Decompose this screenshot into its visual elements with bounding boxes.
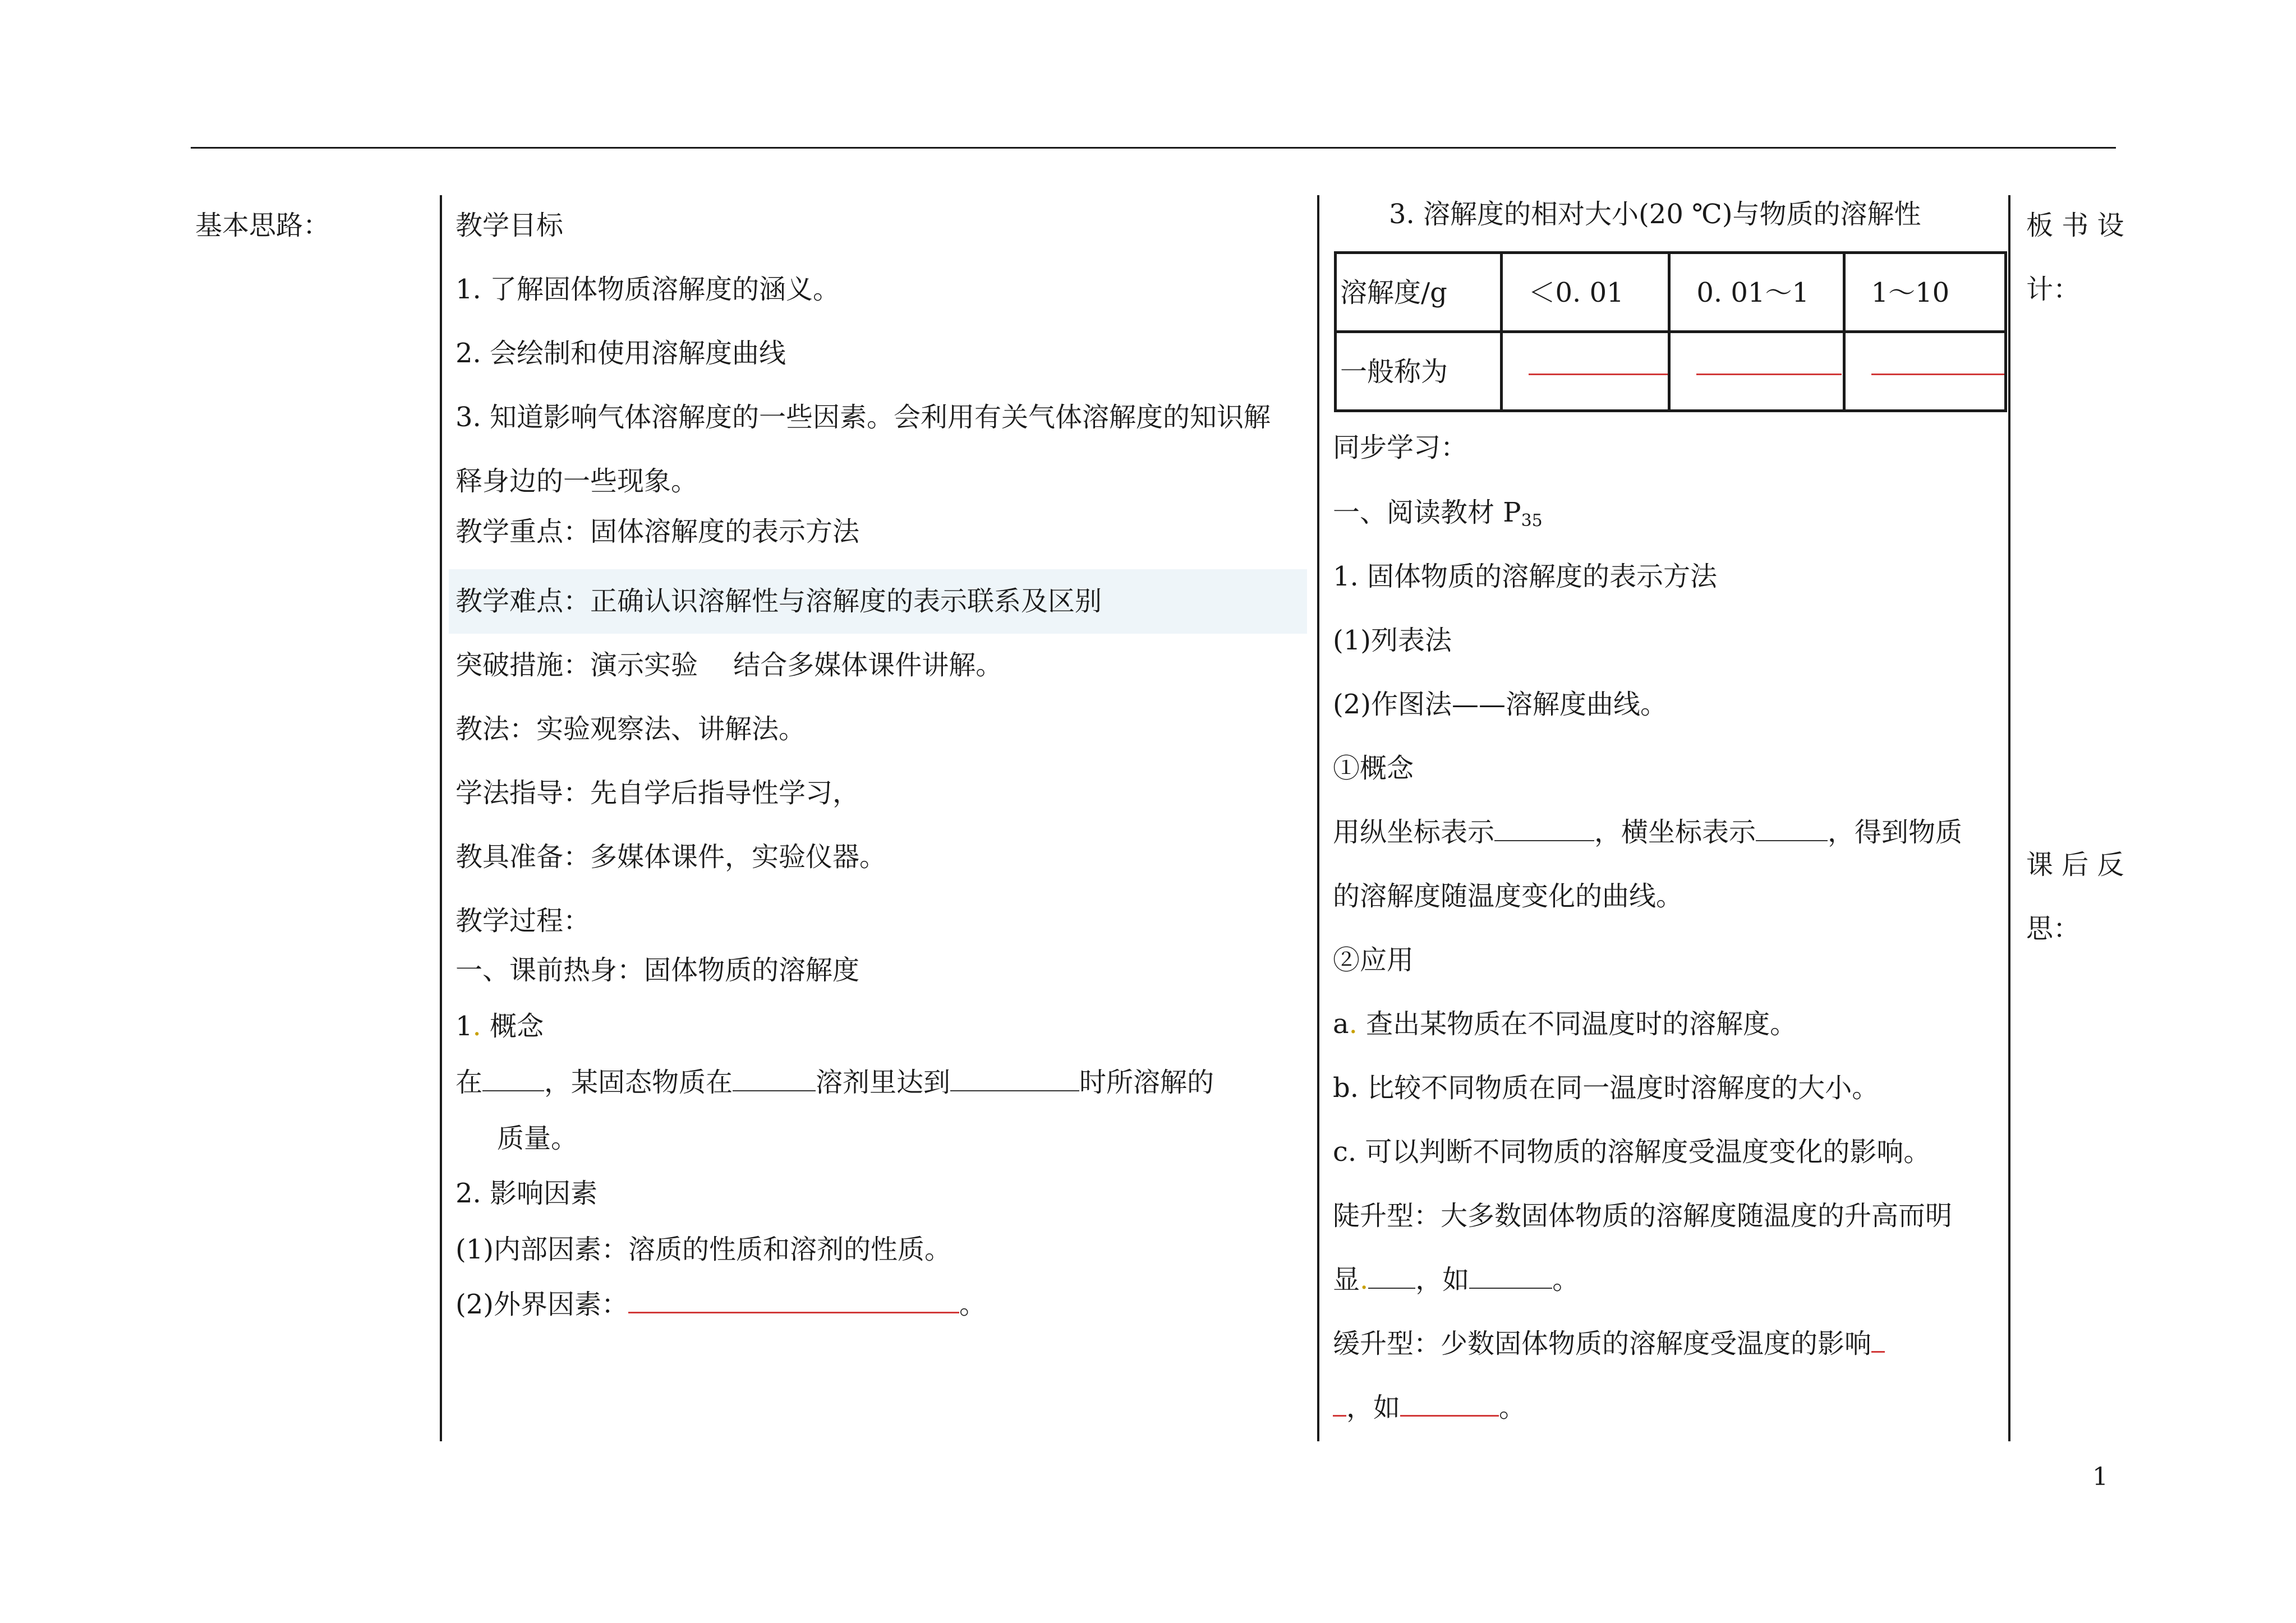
blank-external-factor[interactable] bbox=[628, 1290, 959, 1313]
axis-text-b: ，横坐标表示 bbox=[1594, 817, 1756, 848]
difficulty: 教学难点：正确认识溶解性与溶解度的表示联系及区别 bbox=[455, 585, 1102, 617]
steep-line-2 bbox=[1333, 1263, 1579, 1297]
top-rule bbox=[191, 147, 2116, 149]
reflection-label-1: 课 后 反 bbox=[2026, 849, 2124, 880]
steep-text-c: 。 bbox=[1552, 1264, 1580, 1295]
table-cell[interactable] bbox=[1669, 332, 1844, 411]
column-divider-1 bbox=[440, 195, 442, 1441]
read-textbook bbox=[1333, 496, 1543, 538]
solubility-table-viewport bbox=[1334, 251, 2007, 415]
page-number: 1 bbox=[2092, 1463, 2108, 1491]
concept-line-2: 质量。 bbox=[497, 1123, 578, 1154]
column-divider-3 bbox=[2008, 195, 2010, 1441]
steep-text-b: ，如 bbox=[1415, 1264, 1470, 1295]
blank-slow-2[interactable] bbox=[1400, 1394, 1499, 1417]
slow-text-b: 。 bbox=[1499, 1392, 1526, 1423]
column-divider-2 bbox=[1317, 195, 1319, 1441]
table-cell bbox=[1501, 253, 1669, 332]
yellow-dot: . bbox=[472, 1011, 481, 1042]
goal-3-line-2: 释身边的一些现象。 bbox=[455, 465, 698, 497]
concept-circle-1: ①概念 bbox=[1333, 753, 1414, 784]
concept-text-b: ，某固态物质在 bbox=[544, 1067, 733, 1098]
blank-slow-1b[interactable] bbox=[1333, 1394, 1346, 1417]
factor-external-end: 。 bbox=[959, 1289, 987, 1320]
axis-line-2: 的溶解度随温度变化的曲线。 bbox=[1333, 880, 1683, 912]
axis-text-c: ，得到物质 bbox=[1828, 817, 1963, 848]
cell-text: 0. 01～1 bbox=[1696, 277, 1810, 308]
blank-red-3[interactable] bbox=[1871, 374, 2005, 375]
key-point: 教学重点：固体溶解度的表示方法 bbox=[455, 516, 860, 547]
blank-slow-1[interactable] bbox=[1871, 1330, 1885, 1353]
cell-text: 一般称为 bbox=[1340, 356, 1448, 388]
apply-c: c. 可以判断不同物质的溶解度受温度变化的影响。 bbox=[1333, 1136, 1931, 1168]
reflection-label-2: 思： bbox=[2026, 913, 2081, 944]
table-cell bbox=[1336, 332, 1502, 411]
table-caption: 3. 溶解度的相对大小(20 ℃)与物质的溶解性 bbox=[1389, 199, 1921, 230]
slow-line-1 bbox=[1333, 1327, 1885, 1361]
process-title: 教学过程： bbox=[455, 905, 591, 937]
blank-vertical-axis[interactable] bbox=[1494, 819, 1594, 841]
blank-steep-1[interactable] bbox=[1368, 1266, 1415, 1289]
teaching-method: 教法：实验观察法、讲解法。 bbox=[455, 713, 806, 745]
slow-line-2 bbox=[1333, 1391, 1526, 1424]
yellow-dot: . bbox=[1360, 1264, 1369, 1295]
cell-text: 1～10 bbox=[1871, 277, 1950, 308]
blank-red-2[interactable] bbox=[1696, 374, 1841, 375]
factor-external bbox=[455, 1288, 986, 1321]
apply-a-text: 查出某物质在不同温度时的溶解度。 bbox=[1366, 1008, 1797, 1040]
axis-fill-in bbox=[1333, 815, 1962, 849]
concept-text-d: 时所溶解的 bbox=[1079, 1067, 1214, 1098]
apply-a-letter: a bbox=[1333, 1008, 1349, 1040]
study-guide: 学法指导：先自学后指导性学习， bbox=[455, 777, 860, 809]
teaching-goals-title: 教学目标 bbox=[455, 210, 564, 241]
graph-method: (2)作图法——溶解度曲线。 bbox=[1333, 689, 1667, 720]
table-cell bbox=[1669, 253, 1844, 332]
apply-circle-2: ②应用 bbox=[1333, 944, 1414, 976]
goal-1: 1. 了解固体物质溶解度的涵义。 bbox=[455, 274, 840, 305]
concept-label: 概念 bbox=[490, 1011, 544, 1042]
table-cell bbox=[1336, 253, 1502, 332]
page-subscript: 35 bbox=[1521, 511, 1543, 531]
cell-text: ＜0. 01 bbox=[1528, 277, 1624, 308]
cell-text: 溶解度/g bbox=[1340, 277, 1447, 308]
concept-text-a: 在 bbox=[455, 1067, 483, 1098]
table-cell[interactable] bbox=[1844, 332, 2005, 411]
section-1-title: 一、课前热身：固体物质的溶解度 bbox=[455, 955, 860, 986]
blank-amount[interactable] bbox=[733, 1069, 816, 1091]
table-row bbox=[1336, 253, 2006, 332]
blank-condition[interactable] bbox=[482, 1069, 544, 1091]
list-method: (1)列表法 bbox=[1333, 625, 1452, 656]
breakthrough: 突破措施：演示实验 结合多媒体课件讲解。 bbox=[455, 649, 1003, 681]
sync-title: 同步学习： bbox=[1333, 432, 1468, 463]
concept-number: 1 bbox=[455, 1011, 473, 1042]
slow-text-a: ，如 bbox=[1346, 1392, 1401, 1423]
blank-horizontal-axis[interactable] bbox=[1756, 819, 1828, 841]
board-design-label-2: 计： bbox=[2026, 274, 2081, 305]
goal-3-line-1: 3. 知道影响气体溶解度的一些因素。会利用有关气体溶解度的知识解 bbox=[455, 402, 1271, 433]
factors-title: 2. 影响因素 bbox=[455, 1178, 598, 1209]
axis-text-a: 用纵坐标表示 bbox=[1333, 817, 1495, 848]
concept-heading bbox=[455, 1009, 544, 1043]
yellow-dot: . bbox=[1349, 1008, 1358, 1040]
blank-steep-2[interactable] bbox=[1469, 1266, 1552, 1289]
apply-b: b. 比较不同物质在同一温度时溶解度的大小。 bbox=[1333, 1072, 1879, 1104]
steep-text-a: 显 bbox=[1333, 1264, 1360, 1295]
solubility-table bbox=[1334, 251, 2007, 412]
steep-line-1: 陡升型：大多数固体物质的溶解度随温度的升高而明 bbox=[1333, 1200, 1953, 1232]
concept-text-c: 溶剂里达到 bbox=[816, 1067, 951, 1098]
concept-fill-in bbox=[455, 1066, 1214, 1099]
read-textbook-text: 一、阅读教材 P bbox=[1333, 497, 1521, 528]
basic-idea-label: 基本思路： bbox=[195, 210, 330, 241]
goal-2: 2. 会绘制和使用溶解度曲线 bbox=[455, 338, 786, 369]
factor-external-label: (2)外界因素： bbox=[455, 1289, 628, 1320]
blank-state[interactable] bbox=[950, 1069, 1079, 1091]
table-row bbox=[1336, 332, 2006, 411]
table-cell[interactable] bbox=[1501, 332, 1669, 411]
factor-internal: (1)内部因素：溶质的性质和溶剂的性质。 bbox=[455, 1234, 951, 1265]
representation-title: 1. 固体物质的溶解度的表示方法 bbox=[1333, 561, 1718, 592]
slow-text-1: 缓升型：少数固体物质的溶解度受温度的影响 bbox=[1333, 1328, 1872, 1359]
apply-a bbox=[1333, 1007, 1797, 1041]
board-design-label-1: 板 书 设 bbox=[2026, 210, 2124, 241]
blank-red-1[interactable] bbox=[1529, 374, 1668, 375]
table-cell bbox=[1844, 253, 2005, 332]
tools: 教具准备：多媒体课件，实验仪器。 bbox=[455, 841, 887, 873]
